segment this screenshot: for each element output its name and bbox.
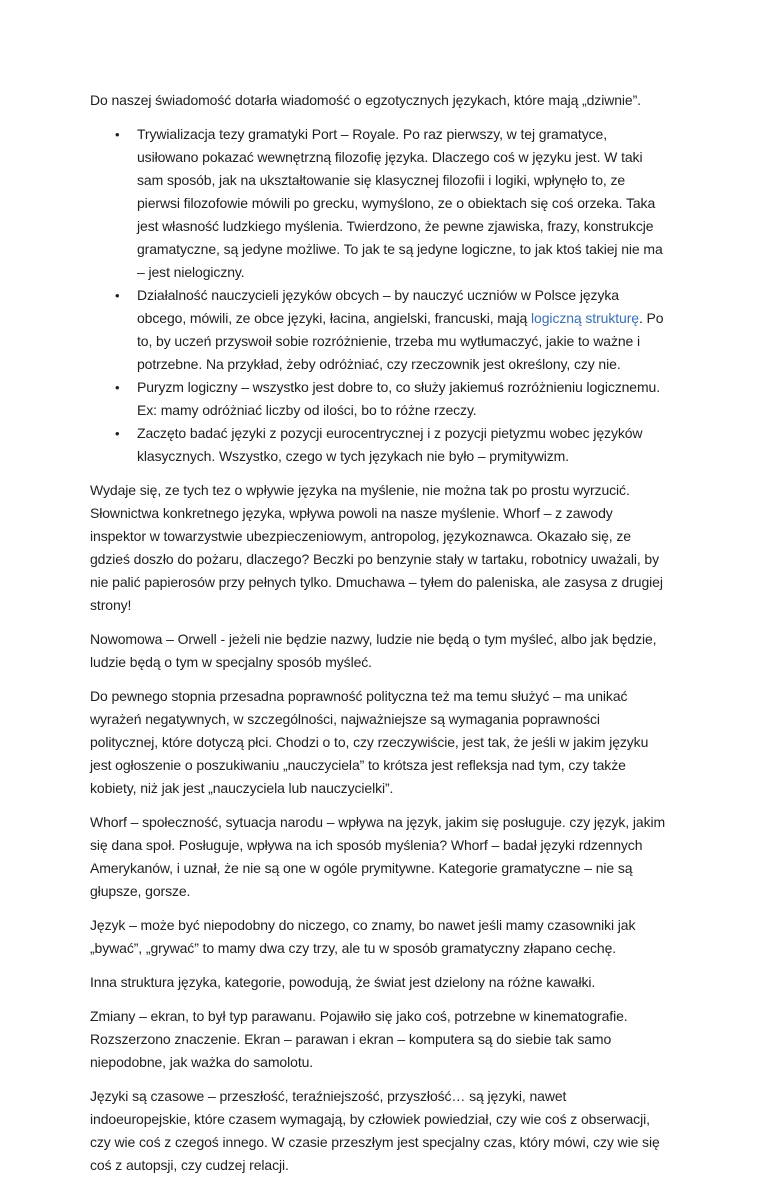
bullet-list [90,123,670,468]
paragraph: Nowomowa – Orwell - jeżeli nie będzie nazwy, ludzie nie będą o tym myśleć, albo jak będzie, ludzie będą o tym w specjalny sposób myśleć. [90,631,657,670]
paragraph: Wydaje się, ze tych tez o wpływie języka na myślenie, nie można tak po prostu wyrzucić. Słownictwa konkretnego języka, wpływa powoli na nasze myślenie. Whorf – z zawody inspektor w towarzystwie ubezpieczeniowym, antropolog, językoznawca. Okazało się, ze gdzieś doszło do pożaru, dlaczego? Beczki po benzynie stały w tartaku, robotnicy uważali, by nie palić papierosów przy pełnych tylko. Dmuchawa – tyłem do paleniska, ale zasysa z drugiej strony! [90,482,663,613]
bullet-icon: • [115,380,120,395]
bullet-text: Puryzm logiczny – wszystko jest dobre to, co służy jakiemuś rozróżnieniu logicznemu. Ex: mamy odróżniać liczby od ilości, bo to różne rzeczy. [137,379,661,418]
bullet-text: Działalność nauczycieli języków obcych – by nauczyć uczniów w Polsce języka obcego, mówili, ze obce języki, łacina, angielski, francuski, mają [137,287,619,326]
bullet-icon: • [115,127,120,142]
bullet-item [115,123,670,284]
bullet-item [115,422,670,468]
bullet-text: Zaczęto badać języki z pozycji eurocentrycznej i z pozycji pietyzmu wobec języków klasycznych. Wszystko, czego w tych językach nie było – prymitywizm. [137,425,643,464]
paragraph: Do pewnego stopnia przesadna poprawność polityczna też ma temu służyć – ma unikać wyrażeń negatywnych, w szczególności, najważniejsze są wymagania poprawności politycznej, które dotyczą płci. Chodzi o to, czy rzeczywiście, jest tak, że jeśli w jakim języku jest ogłoszenie o poszukiwaniu „nauczyciela” to krótsza jest refleksja nad tym, czy także kobiety, niż jak jest „nauczyciela lub nauczycielki”. [90,688,649,796]
paragraph: Języki są czasowe – przeszłość, teraźniejszość, przyszłość… są języki, nawet indoeuropejskie, które czasem wymagają, by człowiek powiedział, czy wie coś z obserwacji, czy wie coś z czegoś innego. W czasie przeszłym jest specjalny czas, który mówi, czy wie się coś z autopsji, czy cudzej relacji. [90,1088,660,1173]
intro-paragraph: Do naszej świadomość dotarła wiadomość o egzotycznych językach, które mają „dziwnie”. [90,92,641,108]
bullet-text: . Po to, by uczeń przyswoił sobie rozróżnienie, trzeba mu wytłumaczyć, jakie to ważne i potrzebne. Na przykład, żeby odróżniać, czy rzeczownik jest określony, czy nie. [137,310,664,372]
paragraph: Język – może być niepodobny do niczego, co znamy, bo nawet jeśli mamy czasowniki jak „bywać”, „grywać” to mamy dwa czy trzy, ale tu w sposób gramatyczny złapano cechę. [90,917,636,956]
paragraph: Whorf – społeczność, sytuacja narodu – wpływa na język, jakim się posługuje. czy język, jakim się dana społ. Posługuje, wpływa na ich sposób myślenia? Whorf – badał języki rdzennych Amerykanów, i uznał, że nie są one w ogóle prymitywne. Kategorie gramatyczne – nie są głupsze, gorsze. [90,814,666,899]
bullet-text: Trywializacja tezy gramatyki Port – Royale. Po raz pierwszy, w tej gramatyce, usiłowano pokazać wewnętrzną filozofię języka. Dlaczego coś w języku jest. W taki sam sposób, jak na ukształtowanie się klasycznej filozofii i logiki, wpłynęło to, ze pierwsi filozofowie mówili po grecku, wymyślono, ze o obiektach się coś orzeka. Taka jest własność ludzkiego myślenia. Twierdzono, że pewne zjawiska, frazy, konstrukcje gramatyczne, są jedyne możliwe. To jak te są jedyne logiczne, to jak ktoś takiej nie ma – jest nielogiczny. [137,126,663,280]
inline-link-logiczna-strukture[interactable]: logiczną strukturę [531,310,639,326]
document-body [90,89,670,1177]
paragraph: Inna struktura języka, kategorie, powodują, że świat jest dzielony na różne kawałki. [90,974,596,990]
bullet-item [115,284,670,376]
paragraph: Zmiany – ekran, to był typ parawanu. Pojawiło się jako coś, potrzebne w kinematografie. Rozszerzono znaczenie. Ekran – parawan i ekran – komputera są do siebie tak samo niepodobne, jak ważka do samolotu. [90,1008,628,1070]
bullet-icon: • [115,426,120,441]
bullet-icon: • [115,288,120,303]
bullet-item [115,376,670,422]
